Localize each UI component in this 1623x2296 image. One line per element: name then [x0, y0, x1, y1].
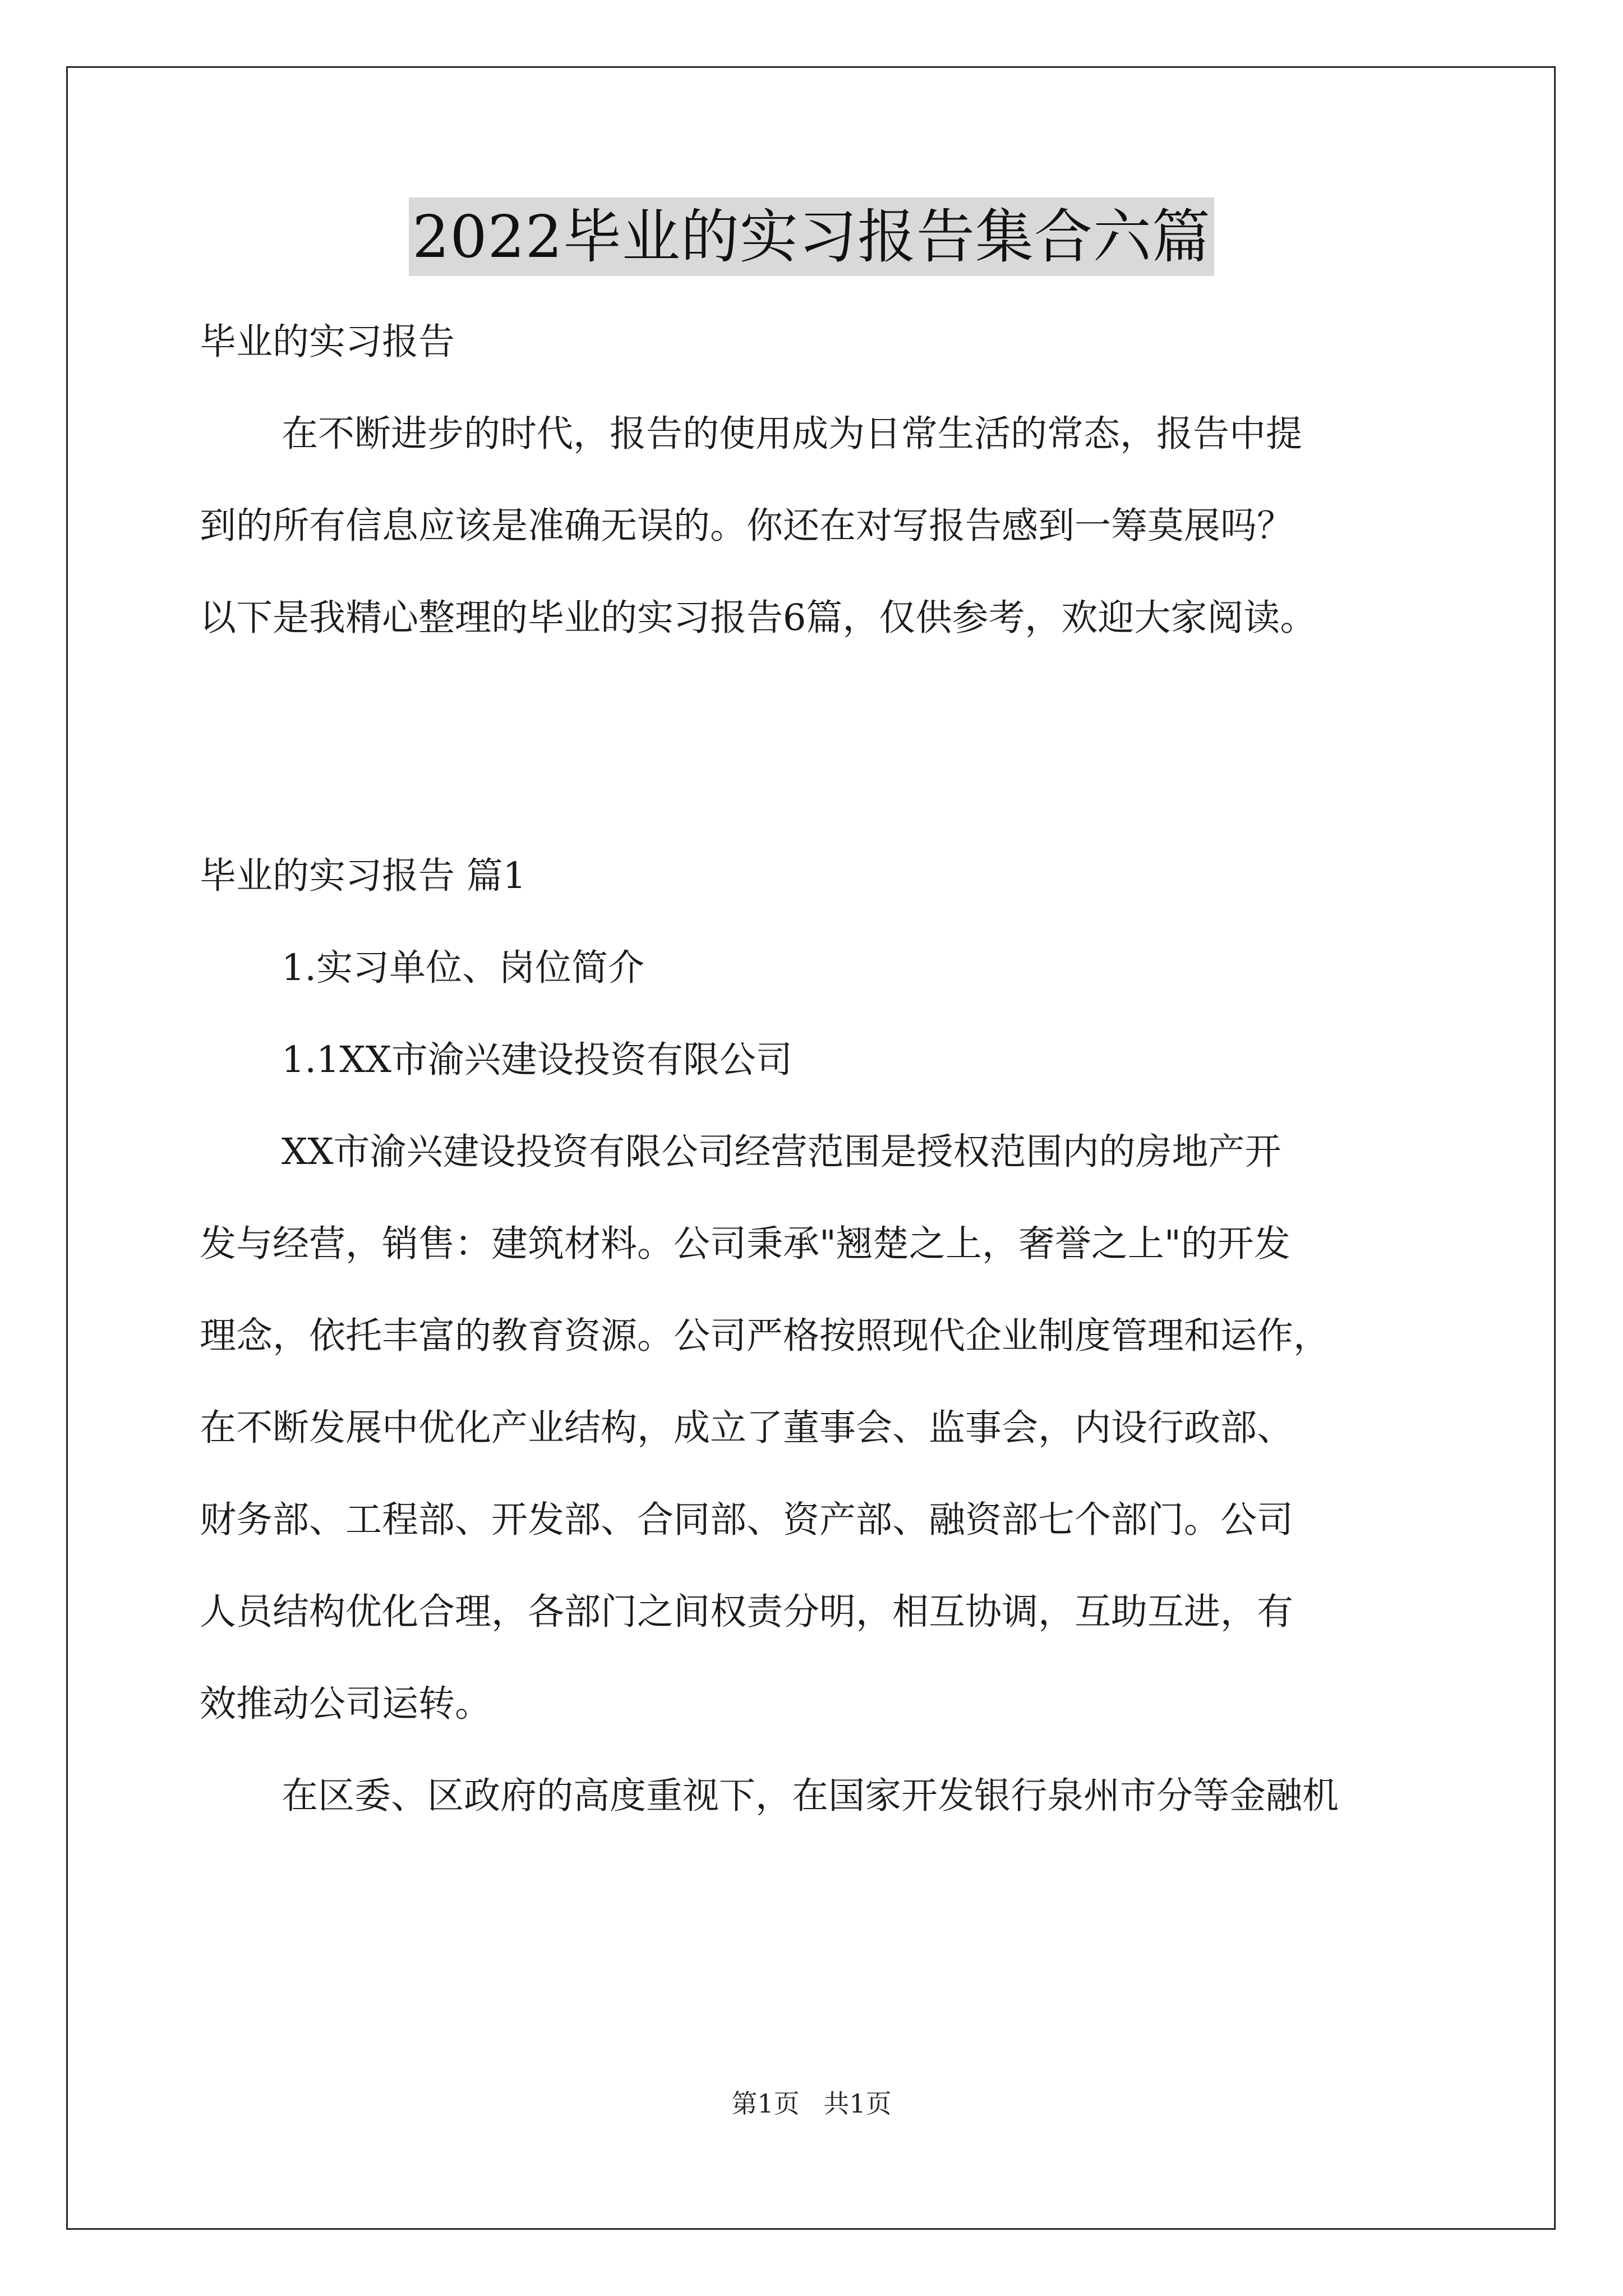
subsection-heading: 1.实习单位、岗位简介 — [282, 947, 645, 989]
subsection-heading: 1.1XX市渝兴建设投资有限公司 — [282, 1039, 792, 1081]
paragraph-line: 发与经营，销售：建筑材料。公司秉承"翘楚之上，奢誉之上"的开发 — [200, 1223, 1290, 1265]
paragraph-line: 在区委、区政府的高度重视下，在国家开发银行泉州市分等金融机 — [282, 1775, 1339, 1817]
paragraph-line: 效推动公司运转。 — [200, 1683, 492, 1725]
paragraph-line: 人员结构优化合理，各部门之间权责分明，相互协调，互助互进，有 — [200, 1591, 1294, 1633]
document-title: 2022毕业的实习报告集合六篇 — [409, 197, 1214, 276]
paragraph-line: 在不断进步的时代，报告的使用成为日常生活的常态，报告中提 — [282, 413, 1303, 455]
paragraph-line: 理念，依托丰富的教育资源。公司严格按照现代企业制度管理和运作， — [200, 1315, 1330, 1357]
paragraph-line: 在不断发展中优化产业结构，成立了董事会、监事会，内设行政部、 — [200, 1407, 1294, 1449]
paragraph-line: 到的所有信息应该是准确无误的。你还在对写报告感到一筹莫展吗？ — [200, 505, 1294, 547]
title-wrapper — [0, 197, 1623, 276]
paragraph-line: XX市渝兴建设投资有限公司经营范围是授权范围内的房地产开 — [282, 1131, 1281, 1173]
section-heading: 毕业的实习报告 — [200, 321, 455, 363]
page-footer — [0, 2087, 1623, 2120]
section-heading: 毕业的实习报告 篇1 — [200, 855, 527, 897]
page-number: 第1页 — [731, 2088, 800, 2119]
paragraph-line: 以下是我精心整理的毕业的实习报告6篇，仅供参考，欢迎大家阅读。 — [200, 597, 1317, 639]
paragraph-line: 财务部、工程部、开发部、合同部、资产部、融资部七个部门。公司 — [200, 1499, 1294, 1541]
page-total: 共1页 — [823, 2088, 892, 2119]
